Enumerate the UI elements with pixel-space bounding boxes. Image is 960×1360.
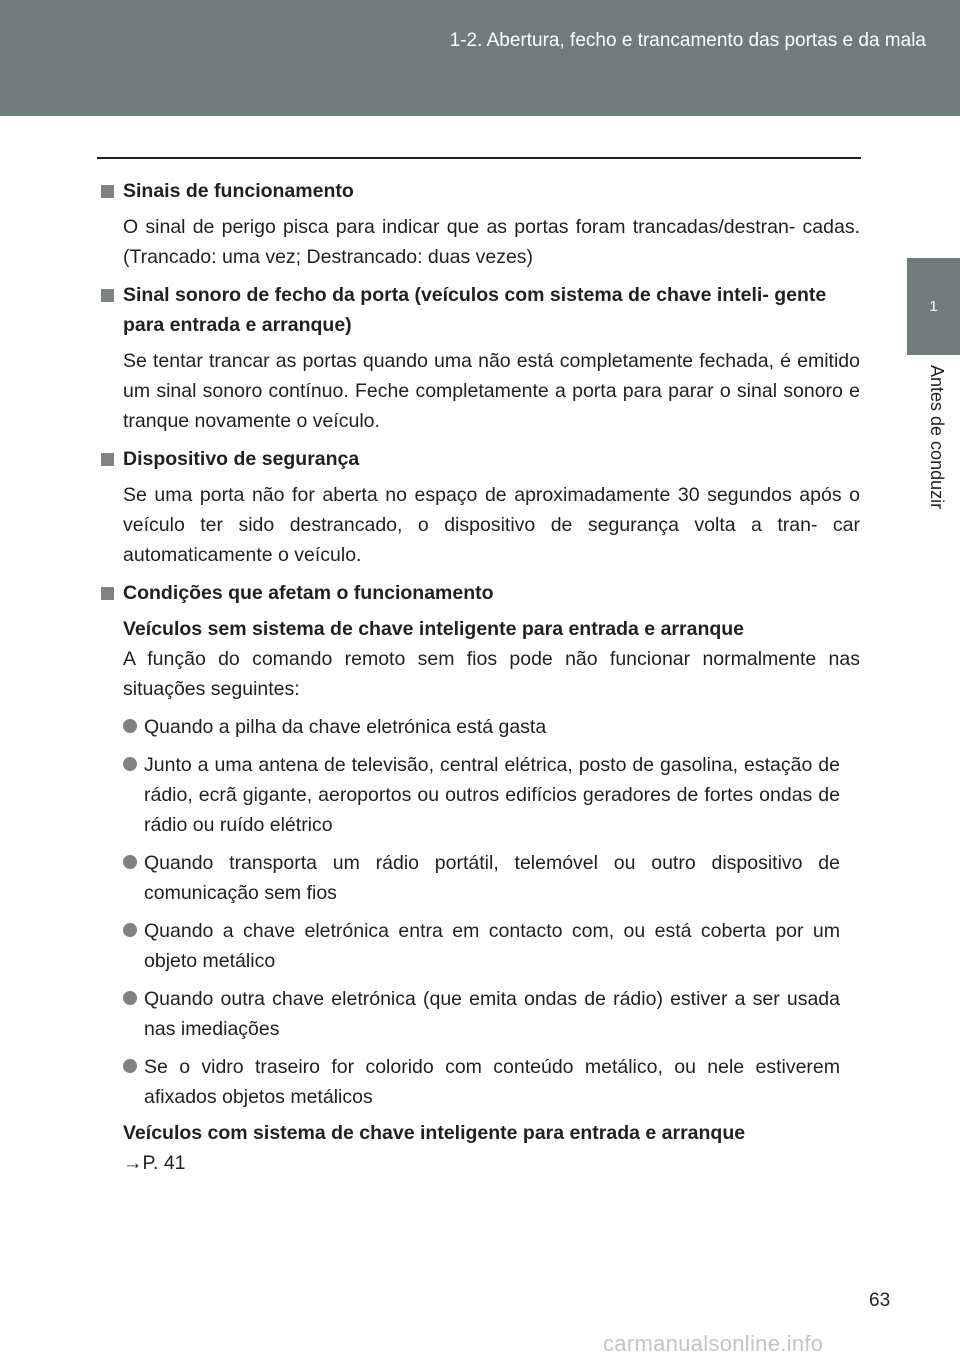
chapter-tab-label: Antes de conduzir — [927, 365, 947, 510]
square-bullet-icon — [101, 587, 114, 600]
chapter-tab-number: 1 — [907, 258, 960, 355]
round-bullet-icon — [123, 855, 137, 869]
square-bullet-icon — [101, 185, 114, 198]
section-text: A função do comando remoto sem fios pode não funcionar normalmente nas situações seguintes: — [123, 648, 860, 700]
round-bullet-icon — [123, 923, 137, 937]
list-item — [144, 750, 840, 840]
list-item-text: Junto a uma antena de televisão, central elétrica, posto de gasolina, estação de rádio, ecrã gigante, aeroportos ou outros edifícios geradores de fortes ondas de rádio ou ruído elétrico — [144, 754, 840, 836]
page-header — [0, 0, 960, 116]
square-bullet-icon — [101, 453, 114, 466]
list-item-text: Quando a pilha da chave eletrónica está gasta — [144, 716, 547, 738]
round-bullet-icon — [123, 991, 137, 1005]
square-bullet-icon — [101, 289, 114, 302]
list-item-text: Quando transporta um rádio portátil, telemóvel ou outro dispositivo de comunicação sem fios — [144, 852, 840, 904]
section-heading-text: Dispositivo de segurança — [123, 448, 360, 470]
list-item-text: Se o vidro traseiro for colorido com conteúdo metálico, ou nele estiverem afixados objetos metálicos — [144, 1056, 840, 1108]
section-text: Se tentar trancar as portas quando uma não está completamente fechada, é emitido um sinal sonoro contínuo. Feche completamente a porta para parar o sinal sonoro e tranque novamente o veículo. — [123, 350, 860, 432]
section-heading — [100, 578, 860, 608]
page-reference-link[interactable]: →P. 41 — [123, 1152, 186, 1174]
list-item — [144, 712, 840, 742]
section-divider — [97, 157, 861, 159]
subheading: Veículos sem sistema de chave inteligente para entrada e arranque — [123, 618, 745, 640]
watermark: carmanualsonline.info — [603, 1331, 824, 1356]
section-heading — [100, 444, 860, 474]
section-heading-text: Sinais de funcionamento — [123, 180, 354, 202]
section-heading-text: Condições que afetam o funcionamento — [123, 582, 494, 604]
list-item-text: Quando outra chave eletrónica (que emita ondas de rádio) estiver a ser usada nas imediações — [144, 988, 840, 1040]
round-bullet-icon — [123, 757, 137, 771]
list-item — [144, 1052, 840, 1112]
section-heading-text: Sinal sonoro de fecho da porta (veículos com sistema de chave inteli- gente para entrada e arranque) — [123, 284, 827, 336]
section-heading — [100, 280, 860, 340]
page-body — [100, 176, 860, 1178]
list-item — [144, 984, 840, 1044]
section-heading — [100, 176, 860, 206]
page-number: 63 — [869, 1290, 891, 1311]
section-text: O sinal de perigo pisca para indicar que as portas foram trancadas/destran- cadas. (Trancado: uma vez; Destrancado: duas vezes) — [123, 216, 860, 268]
list-item — [144, 848, 840, 908]
list-item-text: Quando a chave eletrónica entra em contacto com, ou está coberta por um objeto metálico — [144, 920, 840, 972]
round-bullet-icon — [123, 719, 137, 733]
round-bullet-icon — [123, 1059, 137, 1073]
list-item — [144, 916, 840, 976]
section-text: Se uma porta não for aberta no espaço de aproximadamente 30 segundos após o veículo ter sido destrancado, o dispositivo de segurança volta a tran- car automaticamente o veículo. — [123, 484, 860, 566]
chapter-title: 1-2. Abertura, fecho e trancamento das portas e da mala — [449, 30, 926, 51]
subheading: Veículos com sistema de chave inteligente para entrada e arranque — [123, 1122, 746, 1144]
